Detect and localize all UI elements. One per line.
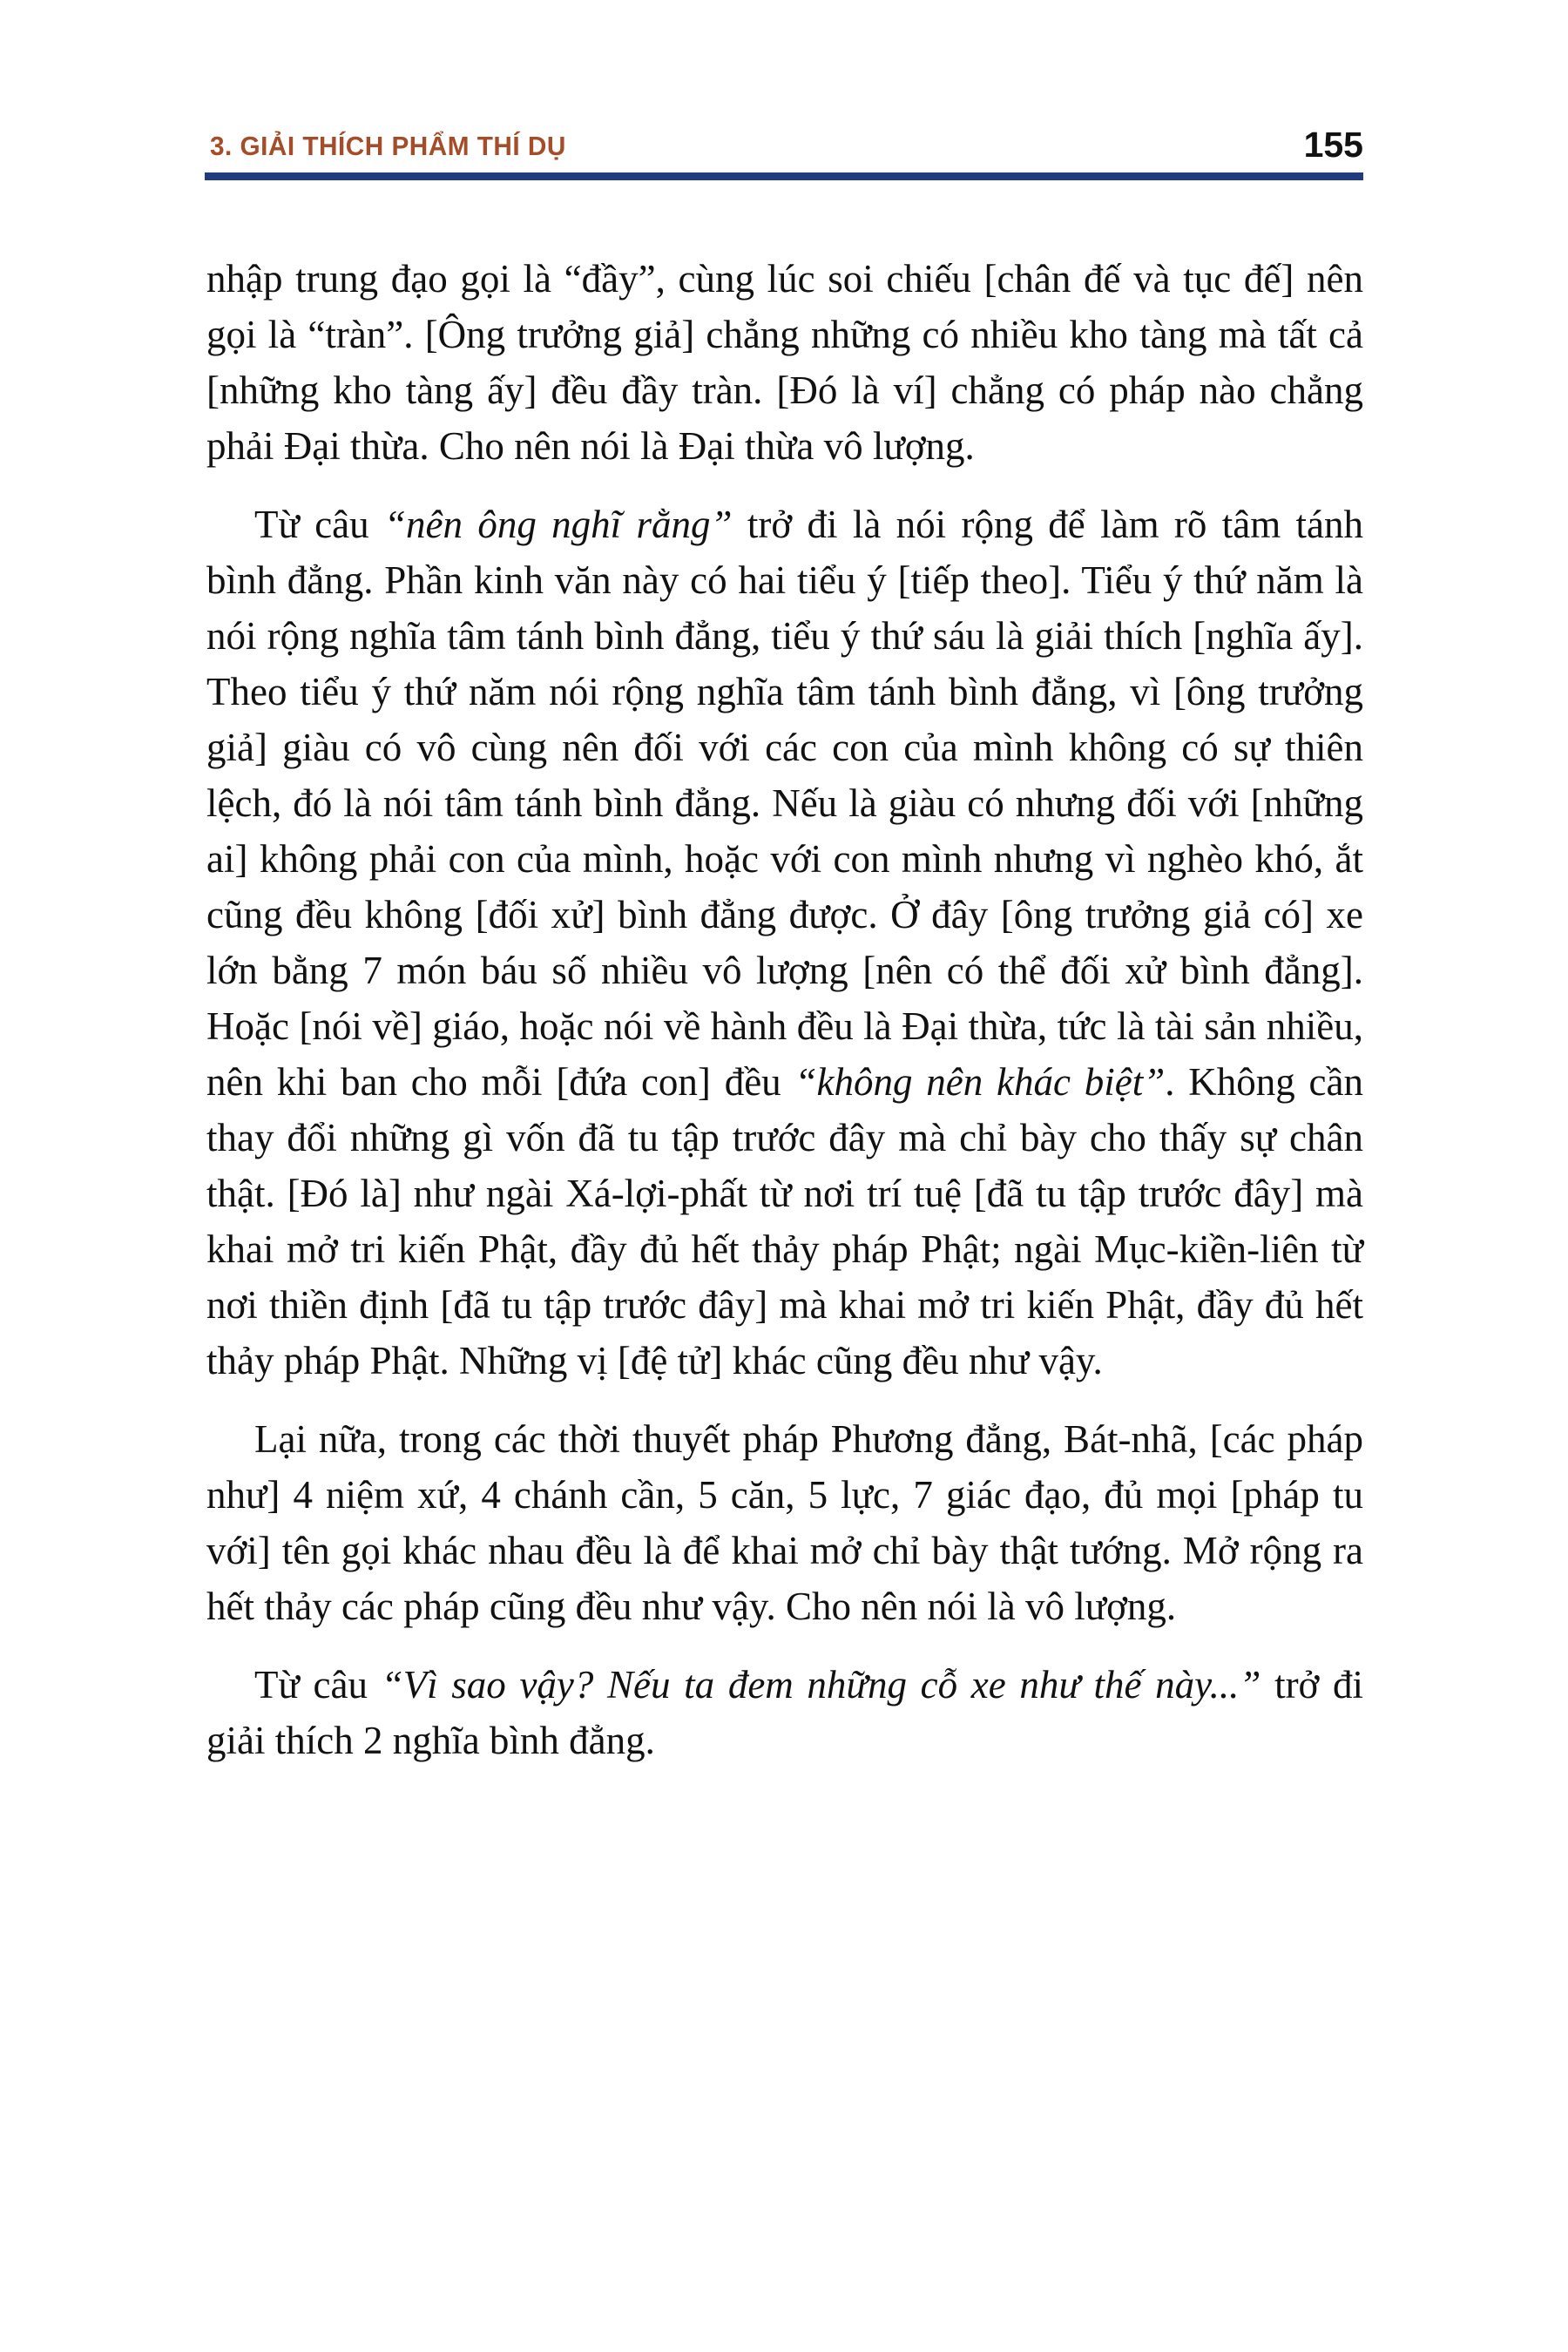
page-header	[205, 120, 1363, 169]
body-text	[206, 251, 1363, 1791]
paragraph	[206, 1411, 1363, 1634]
text-segment: trở đi là nói rộng để làm rõ tâm tánh bình đẳng. Phần kinh văn này có hai tiểu ý [tiếp theo]. Tiểu ý thứ năm là nói rộng nghĩa tâm tánh bình đẳng, tiểu ý thứ sáu là giải thích [nghĩa ấy]. Theo tiểu ý thứ năm nói rộng nghĩa tâm tánh bình đẳng, vì [ông trưởng giả] giàu có vô cùng nên đối với các con của mình không có sự thiên lệch, đó là nói tâm tánh bình đẳng. Nếu là giàu có nhưng đối với [những ai] không phải con của mình, hoặc với con mình nhưng vì nghèo khó, ắt cũng đều không [đối xử] bình đẳng được. Ở đây [ông trưởng giả có] xe lớn bằng 7 món báu số nhiều vô lượng [nên có thể đối xử bình đẳng]. Hoặc [nói về] giáo, hoặc nói về hành đều là Đại thừa, tức là tài sản nhiều, nên khi ban cho mỗi [đứa con] đều	[206, 503, 1364, 1104]
header-rule	[205, 172, 1363, 180]
section-title: 3. GIẢI THÍCH PHẨM THÍ DỤ	[210, 131, 566, 161]
text-segment: “nên ông nghĩ rằng”	[384, 503, 733, 546]
text-segment: Lại nữa, trong các thời thuyết pháp Phương đẳng, Bát-nhã, [các pháp như] 4 niệm xứ, 4 chánh cần, 5 căn, 5 lực, 7 giác đạo, đủ mọi [pháp tu với] tên gọi khác nhau đều là để khai mở chỉ bày thật tướng. Mở rộng ra hết thảy các pháp cũng đều như vậy. Cho nên nói là vô lượng.	[206, 1417, 1363, 1628]
page-number: 155	[1303, 125, 1363, 165]
paragraph	[206, 251, 1363, 474]
text-segment: Từ câu	[254, 1663, 382, 1707]
text-segment: “không nên khác biệt”	[794, 1060, 1166, 1104]
text-segment: nhập trung đạo gọi là “đầy”, cùng lúc soi chiếu [chân đế và tục đế] nên gọi là “tràn”. [Ông trưởng giả] chẳng những có nhiều kho tàng mà tất cả [những kho tàng ấy] đều đầy tràn. [Đó là ví] chẳng có pháp nào chẳng phải Đại thừa. Cho nên nói là Đại thừa vô lượng.	[206, 257, 1363, 468]
text-segment: . Không cần thay đổi những gì vốn đã tu tập trước đây mà chỉ bày cho thấy sự chân thật. [Đó là] như ngài Xá-lợi-phất từ nơi trí tuệ [đã tu tập trước đây] mà khai mở tri kiến Phật, đầy đủ hết thảy pháp Phật; ngài Mục-kiền-liên từ nơi thiền định [đã tu tập trước đây] mà khai mở tri kiến Phật, đầy đủ hết thảy pháp Phật. Những vị [đệ tử] khác cũng đều như vậy.	[206, 1060, 1363, 1382]
text-segment: trở đi giải thích 2 nghĩa bình đẳng.	[206, 1663, 1364, 1762]
paragraph	[206, 1657, 1363, 1768]
text-segment: Từ câu	[254, 503, 384, 546]
text-segment: “Vì sao vậy? Nếu ta đem những cỗ xe như thế này...”	[381, 1663, 1261, 1707]
paragraph	[206, 497, 1363, 1389]
